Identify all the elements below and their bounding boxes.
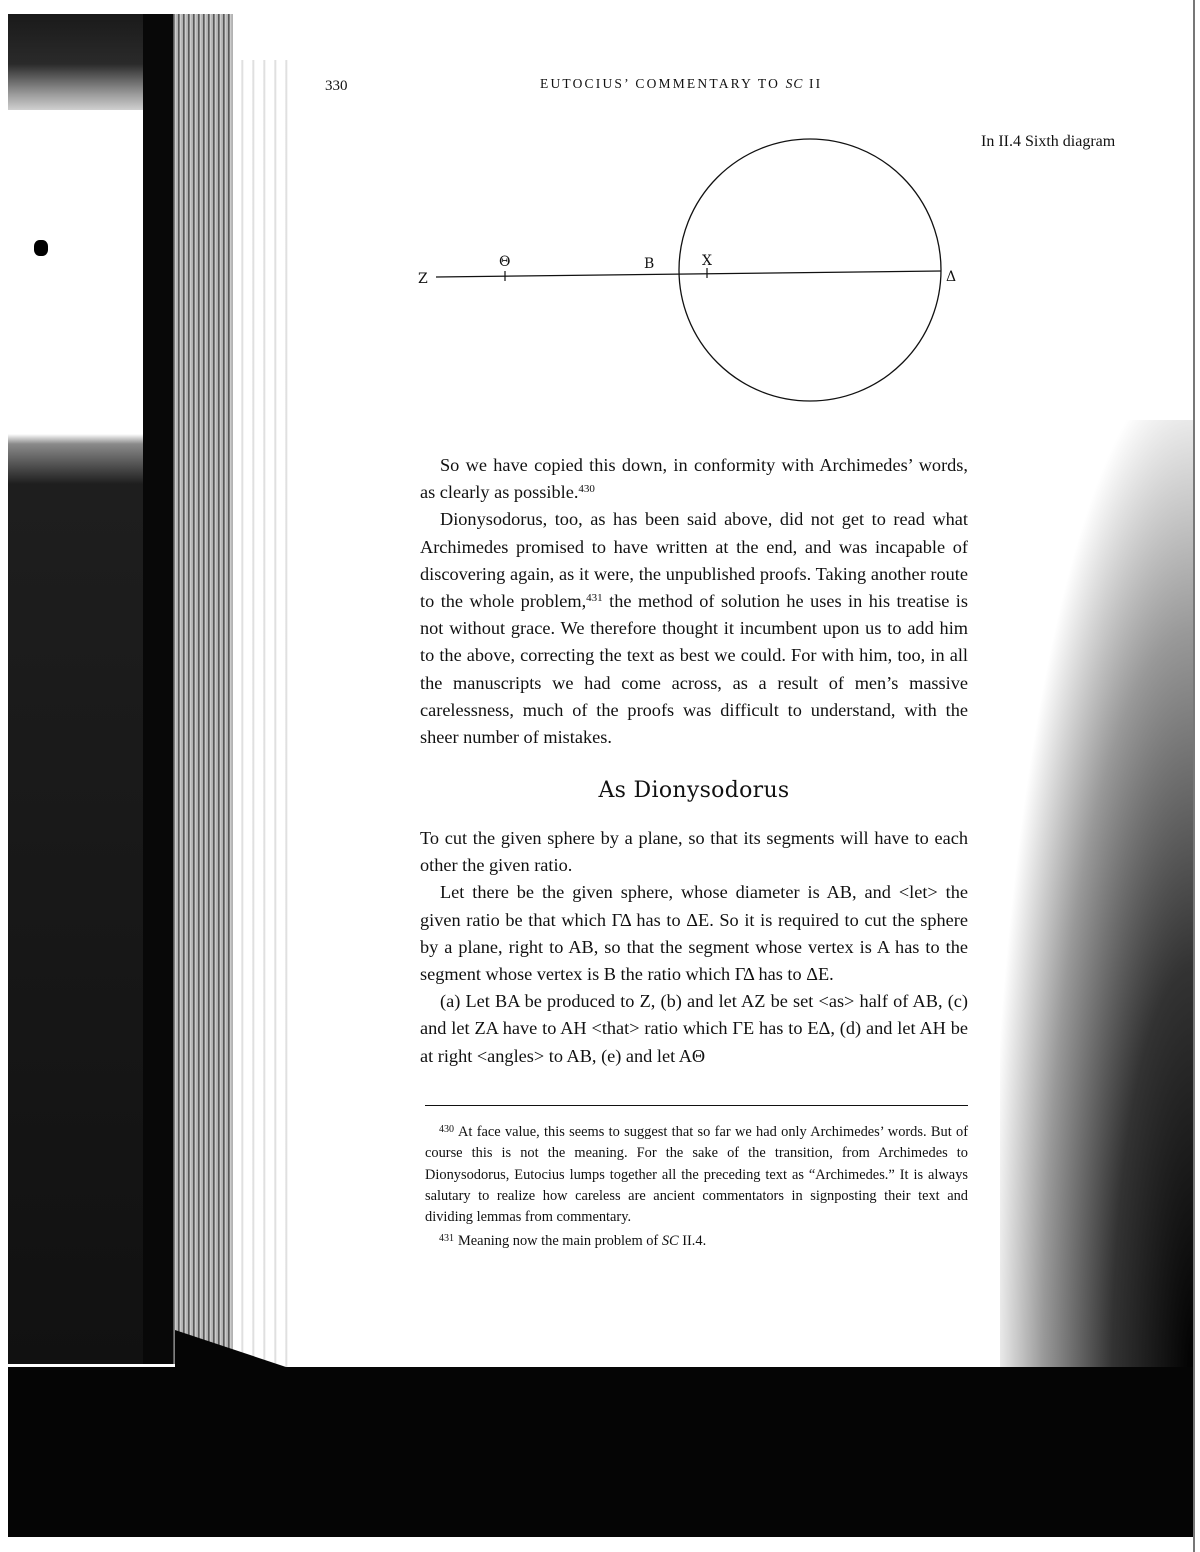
footnote-ref[interactable]: 430 — [578, 483, 595, 496]
label-z: Z — [418, 271, 428, 287]
label-theta: Θ — [499, 254, 511, 270]
running-head-suffix: II — [808, 76, 823, 91]
page-edges — [173, 14, 233, 1364]
body-section — [420, 825, 968, 1070]
footnotes — [425, 1119, 968, 1253]
scan-blank-region — [8, 110, 143, 425]
paragraph: (a) Let BA be produced to Z, (b) and let AZ be set <as> half of AB, (c) and let ZA have to AH <that> ratio which ΓE has to EΔ, (d) and let AH be at right <angles> to AB, (e) and let AΘ — [420, 991, 968, 1066]
label-b: B — [644, 256, 655, 272]
ink-blot — [34, 240, 48, 256]
scan-edge-right — [1193, 0, 1195, 1552]
diagram-caption: In II.4 Sixth diagram — [981, 133, 1116, 150]
book-spine-shadow — [143, 14, 173, 1364]
paragraph: Dionysodorus, too, as has been said above, did not get to read what Archimedes promised to have written at the end, and was incapable of discovering again, as it were, the unpublished proofs. Taking another route to the whole problem,$^{431}$ the method of solution he uses in his treatise is not without grace. We therefore thought it incumbent upon us to add him to the above, correcting the text as best we could. For with him, too, in all the manuscripts we had come across, as a result of men’s massive carelessness, much of the proofs was difficult to understand, with the sheer number of mistakes. — [420, 509, 968, 748]
footnote-number: 430 — [439, 1124, 454, 1135]
paragraph: So we have copied this down, in conformity with Archimedes’ words, as clearly as possible.$^{430}$ — [420, 455, 968, 503]
running-head-text: EUTOCIUS’ COMMENTARY TO — [540, 76, 781, 91]
paragraph: Let there be the given sphere, whose diameter is AB, and <let> the given ratio be that which ΓΔ has to ΔE. So it is required to cut the sphere by a plane, right to AB, so that the segment whose vertex is A has to the segment whose vertex is B the ratio which ΓΔ has to ΔE. — [420, 882, 968, 985]
paragraph: To cut the given sphere by a plane, so that its segments will have to each other the given ratio. — [420, 828, 968, 876]
page-edges-light — [233, 60, 293, 1370]
label-delta: Δ — [946, 269, 957, 285]
running-head-italic: SC — [785, 76, 804, 91]
scan-shadow-right — [1000, 420, 1195, 1370]
scan-shadow-bottom — [8, 1367, 1193, 1537]
footnote-number: 431 — [439, 1233, 454, 1245]
footnote-430: $^{430}$ At face value, this seems to suggest that so far we had only Archimedes’ words. But of course this is not the meaning. For the sake of the transition, from Archimedes to Dionysodorus, Eutocius lumps together all the preceding text as “Archimedes.” It is always salutary to realize how careless are ancient commentators in signposting their text and dividing lemmas from commentary. — [425, 1124, 968, 1226]
footnote-431: $^{431}$ Meaning now the main problem of SC II.4. — [439, 1233, 707, 1250]
body-upper — [420, 452, 968, 751]
diameter-line — [436, 271, 941, 277]
sphere-circle — [679, 139, 941, 401]
page-number: 330 — [325, 78, 348, 94]
footnote-rule — [425, 1105, 968, 1106]
section-heading: As Dionysodorus — [598, 778, 790, 804]
running-head — [540, 76, 822, 92]
geometry-diagram — [400, 120, 980, 420]
label-x: X — [702, 253, 712, 269]
footnote-ref[interactable]: 431 — [586, 592, 603, 605]
